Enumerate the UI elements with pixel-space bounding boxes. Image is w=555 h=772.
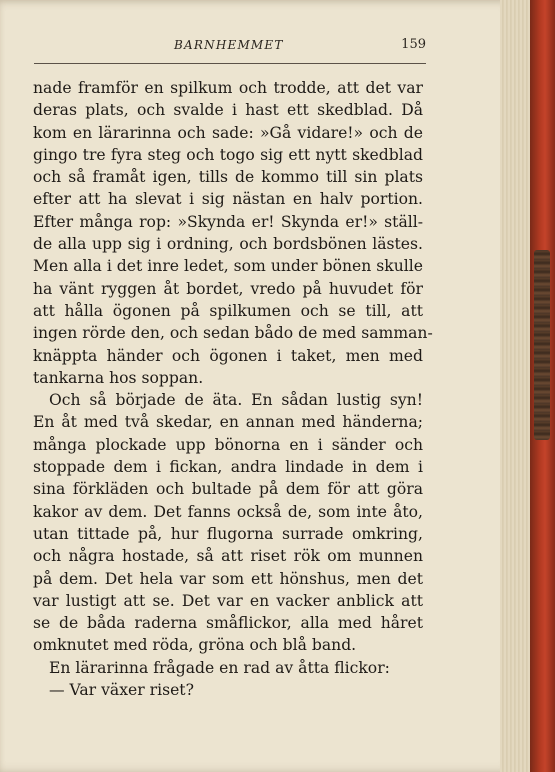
body-text [33, 77, 433, 701]
text-line: kakor av dem. Det fanns också de, som inte åto, [33, 502, 423, 521]
text-line: Men alla i det inre ledet, som under bönen skulle [33, 257, 423, 276]
text-line: var lustigt att se. Det var en vacker anblick att [33, 591, 423, 610]
text-line: sina förkläden och bultade på dem för att göra [33, 480, 423, 499]
text-line: deras plats, och svalde i hast ett skedblad. Då [33, 101, 423, 120]
text-line: efter att ha slevat i sig nästan en halv portion. [33, 190, 423, 209]
text-line: — Var växer riset? [49, 681, 194, 700]
text-line: på dem. Det hela var som ett hönshus, men det [33, 569, 423, 588]
book-cover-edge [530, 0, 555, 772]
text-line: gingo tre fyra steg och togo sig ett nytt skedblad [33, 145, 423, 164]
text-line: många plockade upp bönorna en i sänder och [33, 435, 423, 454]
text-line: och några hostade, så att riset rök om munnen [33, 547, 423, 566]
text-line: Och så började de äta. En sådan lustig syn! [49, 391, 423, 410]
text-line: utan tittade på, hur flugorna surrade omkring, [33, 524, 423, 543]
text-line: En lärarinna frågade en rad av åtta flickor: [49, 658, 390, 677]
text-line: se de båda raderna småflickor, alla med håret [33, 614, 423, 633]
running-title: BARNHEMMET [174, 38, 284, 52]
text-line: att hålla ögonen på spilkumen och se till, att [33, 301, 423, 320]
text-line: tankarna hos soppan. [33, 368, 204, 387]
text-line: Efter många rop: »Skynda er! Skynda er!» ställ- [33, 212, 423, 231]
page-header [34, 38, 426, 60]
text-line: och så framåt igen, tills de kommo till sin plats [33, 168, 423, 187]
page-number: 159 [401, 37, 426, 52]
text-line: knäppta händer och ögonen i taket, men med [33, 346, 423, 365]
text-line: nade framför en spilkum och trodde, att det var [33, 79, 423, 97]
text-line: kom en lärarinna och sade: »Gå vidare!» och de [33, 123, 423, 142]
page-edges [500, 0, 530, 772]
header-rule [34, 63, 426, 64]
text-line: omknutet med röda, gröna och blå band. [33, 636, 357, 655]
text-line: stoppade dem i fickan, andra lindade in dem i [33, 458, 423, 477]
text-line: ha vänt ryggen åt bordet, vredo på huvudet för [33, 279, 423, 298]
text-line: de alla upp sig i ordning, och bordsbönen lästes. [33, 235, 423, 254]
text-line: En åt med två skedar, en annan med händerna; [33, 413, 423, 432]
text-line: ingen rörde den, och sedan bådo de med samman- [33, 324, 433, 343]
